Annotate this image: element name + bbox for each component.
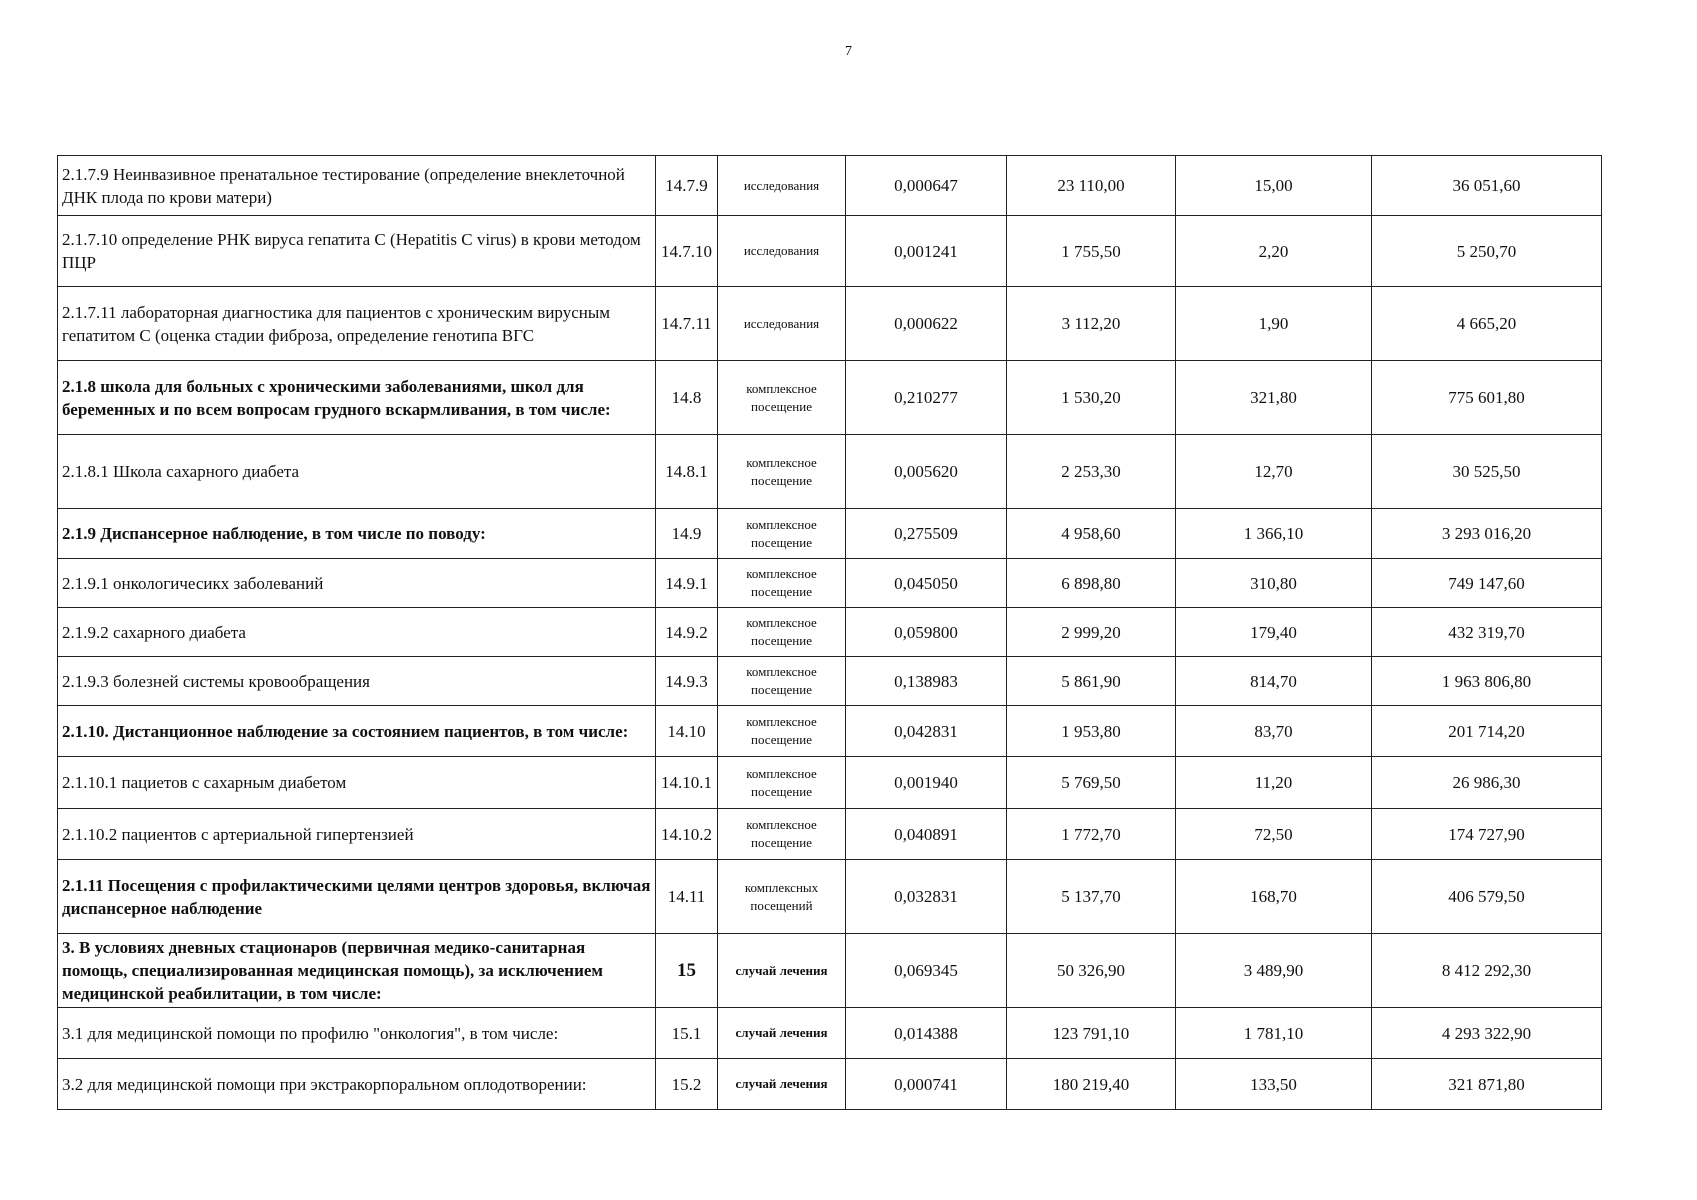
row-cost: 23 110,00 [1007,156,1176,216]
row-per-capita: 11,20 [1176,757,1372,809]
row-total: 432 319,70 [1372,608,1602,657]
row-total: 36 051,60 [1372,156,1602,216]
row-norm: 0,045050 [846,559,1007,608]
row-norm: 0,032831 [846,860,1007,934]
row-code: 14.10.1 [656,757,718,809]
row-name: 3.1 для медицинской помощи по профилю "онкология", в том числе: [58,1008,656,1059]
row-cost: 5 861,90 [1007,657,1176,706]
row-total: 1 963 806,80 [1372,657,1602,706]
row-per-capita: 310,80 [1176,559,1372,608]
row-norm: 0,001940 [846,757,1007,809]
row-cost: 50 326,90 [1007,934,1176,1008]
row-name: 2.1.10.2 пациентов с артериальной гипертензией [58,809,656,860]
table-row [58,559,1602,608]
row-per-capita: 12,70 [1176,435,1372,509]
row-per-capita: 179,40 [1176,608,1372,657]
row-cost: 4 958,60 [1007,509,1176,559]
row-per-capita: 1 781,10 [1176,1008,1372,1059]
financing-table [57,155,1602,1110]
table-row [58,1059,1602,1110]
table-row [58,287,1602,361]
row-cost: 180 219,40 [1007,1059,1176,1110]
row-total: 3 293 016,20 [1372,509,1602,559]
row-code: 14.7.10 [656,216,718,287]
row-name: 2.1.8.1 Школа сахарного диабета [58,435,656,509]
table-row [58,809,1602,860]
table-row [58,757,1602,809]
row-name: 3.2 для медицинской помощи при экстракорпоральном оплодотворении: [58,1059,656,1110]
row-total: 4 665,20 [1372,287,1602,361]
table-row [58,1008,1602,1059]
row-unit: комплексных посещений [718,860,846,934]
row-total: 406 579,50 [1372,860,1602,934]
row-per-capita: 1 366,10 [1176,509,1372,559]
row-code: 14.9.1 [656,559,718,608]
row-total: 30 525,50 [1372,435,1602,509]
row-norm: 0,005620 [846,435,1007,509]
table-row [58,361,1602,435]
row-cost: 1 755,50 [1007,216,1176,287]
row-code: 14.7.11 [656,287,718,361]
table-row [58,608,1602,657]
row-name: 2.1.8 школа для больных с хроническими заболеваниями, школ для беременных и по всем вопросам грудного вскармливания, в том числе: [58,361,656,435]
row-norm: 0,069345 [846,934,1007,1008]
table-row [58,435,1602,509]
row-unit: случай лечения [718,934,846,1008]
row-unit: комплексное посещение [718,657,846,706]
row-norm: 0,040891 [846,809,1007,860]
row-code: 14.8 [656,361,718,435]
row-cost: 1 772,70 [1007,809,1176,860]
row-cost: 1 953,80 [1007,706,1176,757]
row-code: 15.2 [656,1059,718,1110]
row-per-capita: 72,50 [1176,809,1372,860]
row-per-capita: 3 489,90 [1176,934,1372,1008]
row-unit: исследования [718,156,846,216]
table-row [58,509,1602,559]
row-total: 749 147,60 [1372,559,1602,608]
row-unit: комплексное посещение [718,706,846,757]
row-per-capita: 83,70 [1176,706,1372,757]
row-name: 2.1.9.1 онкологичесикх заболеваний [58,559,656,608]
row-cost: 2 253,30 [1007,435,1176,509]
row-name: 2.1.9.3 болезней системы кровообращения [58,657,656,706]
row-cost: 3 112,20 [1007,287,1176,361]
row-per-capita: 15,00 [1176,156,1372,216]
row-unit: случай лечения [718,1008,846,1059]
row-code: 14.11 [656,860,718,934]
row-code: 14.8.1 [656,435,718,509]
row-unit: комплексное посещение [718,757,846,809]
table-row [58,934,1602,1008]
row-norm: 0,000647 [846,156,1007,216]
table-row [58,860,1602,934]
row-total: 321 871,80 [1372,1059,1602,1110]
row-per-capita: 168,70 [1176,860,1372,934]
row-total: 26 986,30 [1372,757,1602,809]
table-row [58,706,1602,757]
row-name: 2.1.7.9 Неинвазивное пренатальное тестирование (определение внеклеточной ДНК плода по крови матери) [58,156,656,216]
row-norm: 0,000741 [846,1059,1007,1110]
row-code: 14.9.3 [656,657,718,706]
row-name: 2.1.9.2 сахарного диабета [58,608,656,657]
row-cost: 1 530,20 [1007,361,1176,435]
row-unit: исследования [718,216,846,287]
row-cost: 123 791,10 [1007,1008,1176,1059]
row-code: 15.1 [656,1008,718,1059]
row-total: 5 250,70 [1372,216,1602,287]
table-row [58,216,1602,287]
row-code: 14.10.2 [656,809,718,860]
row-code: 14.9.2 [656,608,718,657]
row-name: 2.1.10. Дистанционное наблюдение за состоянием пациентов, в том числе: [58,706,656,757]
row-cost: 6 898,80 [1007,559,1176,608]
row-unit: комплексное посещение [718,361,846,435]
row-name: 2.1.9 Диспансерное наблюдение, в том числе по поводу: [58,509,656,559]
row-norm: 0,042831 [846,706,1007,757]
row-total: 174 727,90 [1372,809,1602,860]
row-name: 3. В условиях дневных стационаров (первичная медико-санитарная помощь, специализированная медицинская помощь), за исключением медицинской реабилитации, в том числе: [58,934,656,1008]
row-total: 4 293 322,90 [1372,1008,1602,1059]
row-cost: 5 769,50 [1007,757,1176,809]
row-unit: комплексное посещение [718,809,846,860]
row-name: 2.1.10.1 пациетов с сахарным диабетом [58,757,656,809]
row-code: 15 [656,934,718,1008]
row-cost: 2 999,20 [1007,608,1176,657]
row-norm: 0,001241 [846,216,1007,287]
row-cost: 5 137,70 [1007,860,1176,934]
row-norm: 0,014388 [846,1008,1007,1059]
row-norm: 0,059800 [846,608,1007,657]
row-unit: случай лечения [718,1059,846,1110]
row-name: 2.1.7.10 определение РНК вируса гепатита С (Hepatitis C virus) в крови методом ПЦР [58,216,656,287]
row-per-capita: 814,70 [1176,657,1372,706]
row-code: 14.7.9 [656,156,718,216]
row-norm: 0,210277 [846,361,1007,435]
row-total: 8 412 292,30 [1372,934,1602,1008]
page-number: 7 [845,44,852,59]
row-unit: комплексное посещение [718,608,846,657]
row-per-capita: 321,80 [1176,361,1372,435]
row-norm: 0,275509 [846,509,1007,559]
row-per-capita: 2,20 [1176,216,1372,287]
row-name: 2.1.11 Посещения с профилактическими целями центров здоровья, включая диспансерное наблюдение [58,860,656,934]
row-code: 14.9 [656,509,718,559]
table-row [58,156,1602,216]
row-per-capita: 133,50 [1176,1059,1372,1110]
row-unit: исследования [718,287,846,361]
row-unit: комплексное посещение [718,435,846,509]
row-total: 775 601,80 [1372,361,1602,435]
row-name: 2.1.7.11 лабораторная диагностика для пациентов с хроническим вирусным гепатитом С (оценка стадии фиброза, определение генотипа ВГС [58,287,656,361]
row-norm: 0,138983 [846,657,1007,706]
row-per-capita: 1,90 [1176,287,1372,361]
row-total: 201 714,20 [1372,706,1602,757]
row-unit: комплексное посещение [718,509,846,559]
row-norm: 0,000622 [846,287,1007,361]
row-code: 14.10 [656,706,718,757]
table-row [58,657,1602,706]
row-unit: комплексное посещение [718,559,846,608]
